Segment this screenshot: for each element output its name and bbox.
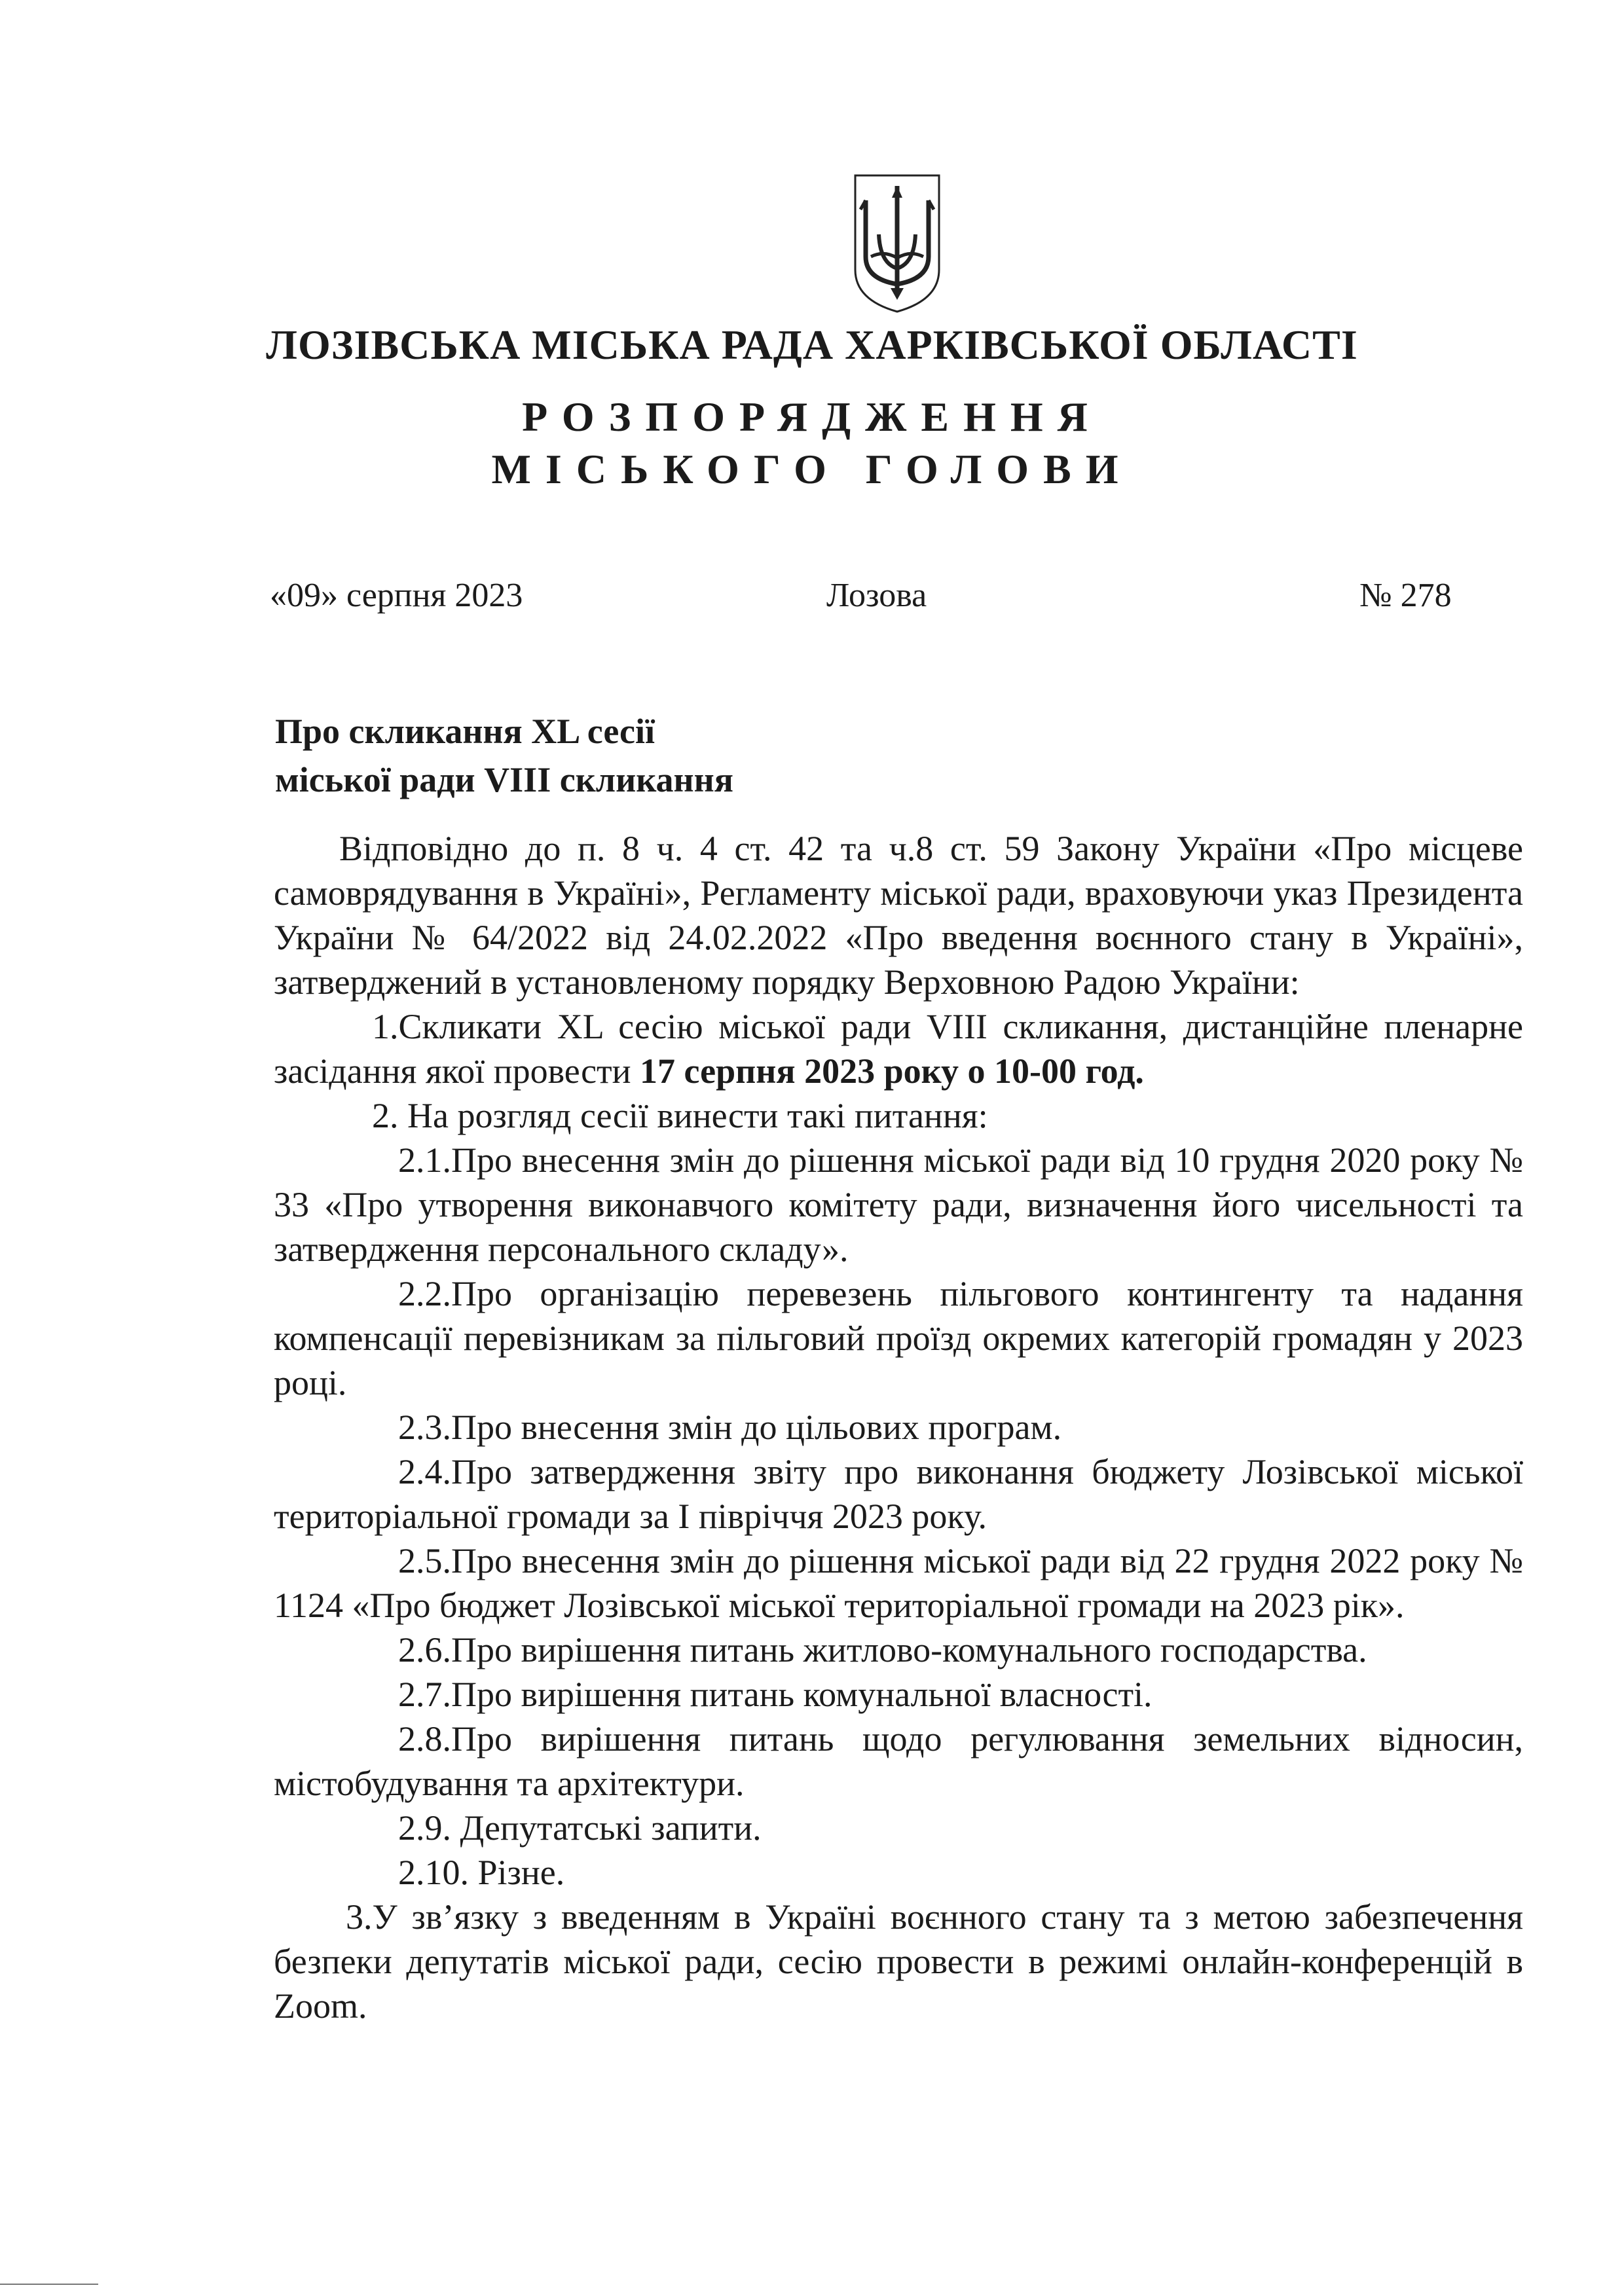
agenda-item: 2.3.Про внесення змін до цільових програм. <box>398 1408 1062 1447</box>
scan-edge-line <box>0 2284 98 2285</box>
paragraph-3: 3.У зв’язку з введенням в Україні воєнного стану та з метою забезпечення безпеки депутатів міської ради, сесію провести в режимі онлайн-конференцій в Zoom. <box>274 1897 1523 2026</box>
agenda-item: 2.2.Про організацію перевезень пільгового контингенту та надання компенсації перевізникам за пільговий проїзд окремих категорій громадян у 2023 році. <box>274 1274 1523 1402</box>
agenda-item: 2.6.Про вирішення питань житлово-комунального господарства. <box>398 1630 1367 1669</box>
agenda-item: 2.10. Різне. <box>398 1853 565 1892</box>
session-date-time: 17 серпня 2023 року о 10-00 год. <box>640 1051 1144 1091</box>
document-date: «09» серпня 2023 <box>270 577 523 614</box>
subject-line-1: Про скликання XL сесії <box>275 712 655 751</box>
agenda-item: 2.9. Депутатські запити. <box>398 1808 762 1848</box>
agenda-item: 2.8.Про вирішення питань щодо регулювання земельних відносин, містобудування та архітектури. <box>274 1719 1523 1803</box>
document-type-title: РОЗПОРЯДЖЕННЯ <box>522 393 1102 440</box>
agenda-item: 2.4.Про затвердження звіту про виконання бюджету Лозівської міської територіальної громади за І півріччя 2023 року. <box>274 1452 1523 1536</box>
subject-line-2: міської ради VIII скликання <box>275 760 733 799</box>
agenda-item: 2.7.Про вирішення питань комунальної власності. <box>398 1675 1153 1714</box>
paragraph-1-text: 1.Скликати XL сесію міської ради VIII скликання, дистанційне пленарне засідання якої провести <box>274 1007 1523 1091</box>
document-subject <box>275 707 733 804</box>
trident-coat-of-arms-icon <box>851 172 943 316</box>
document-number: № 278 <box>1359 577 1452 614</box>
intro-paragraph: Відповідно до п. 8 ч. 4 ст. 42 та ч.8 ст. 59 Закону України «Про місцеве самоврядування в Україні», Регламенту міської ради, враховуючи указ Президента України № 64/2022 від 24.02.2022 «Про введення воєнного стану в Україні», затверджений в установленому порядку Верховною Радою України: <box>274 829 1523 1002</box>
agenda-item: 2.1.Про внесення змін до рішення міської ради від 10 грудня 2020 року № 33 «Про утворення виконавчого комітету ради, визначення його чисельності та затвердження персонального складу». <box>274 1140 1523 1269</box>
document-city: Лозова <box>826 577 927 614</box>
document-subtitle: МІСЬКОГО ГОЛОВИ <box>491 446 1133 492</box>
paragraph-2: 2. На розгляд сесії винести такі питання: <box>372 1096 988 1135</box>
paragraph-1 <box>274 1004 1523 1093</box>
organization-title: ЛОЗІВСЬКА МІСЬКА РАДА ХАРКІВСЬКОЇ ОБЛАСТІ <box>266 321 1358 368</box>
document-body <box>274 826 1523 2028</box>
agenda-item: 2.5.Про внесення змін до рішення міської ради від 22 грудня 2022 року № 1124 «Про бюджет Лозівської міської територіальної громади на 2023 рік». <box>274 1541 1523 1625</box>
